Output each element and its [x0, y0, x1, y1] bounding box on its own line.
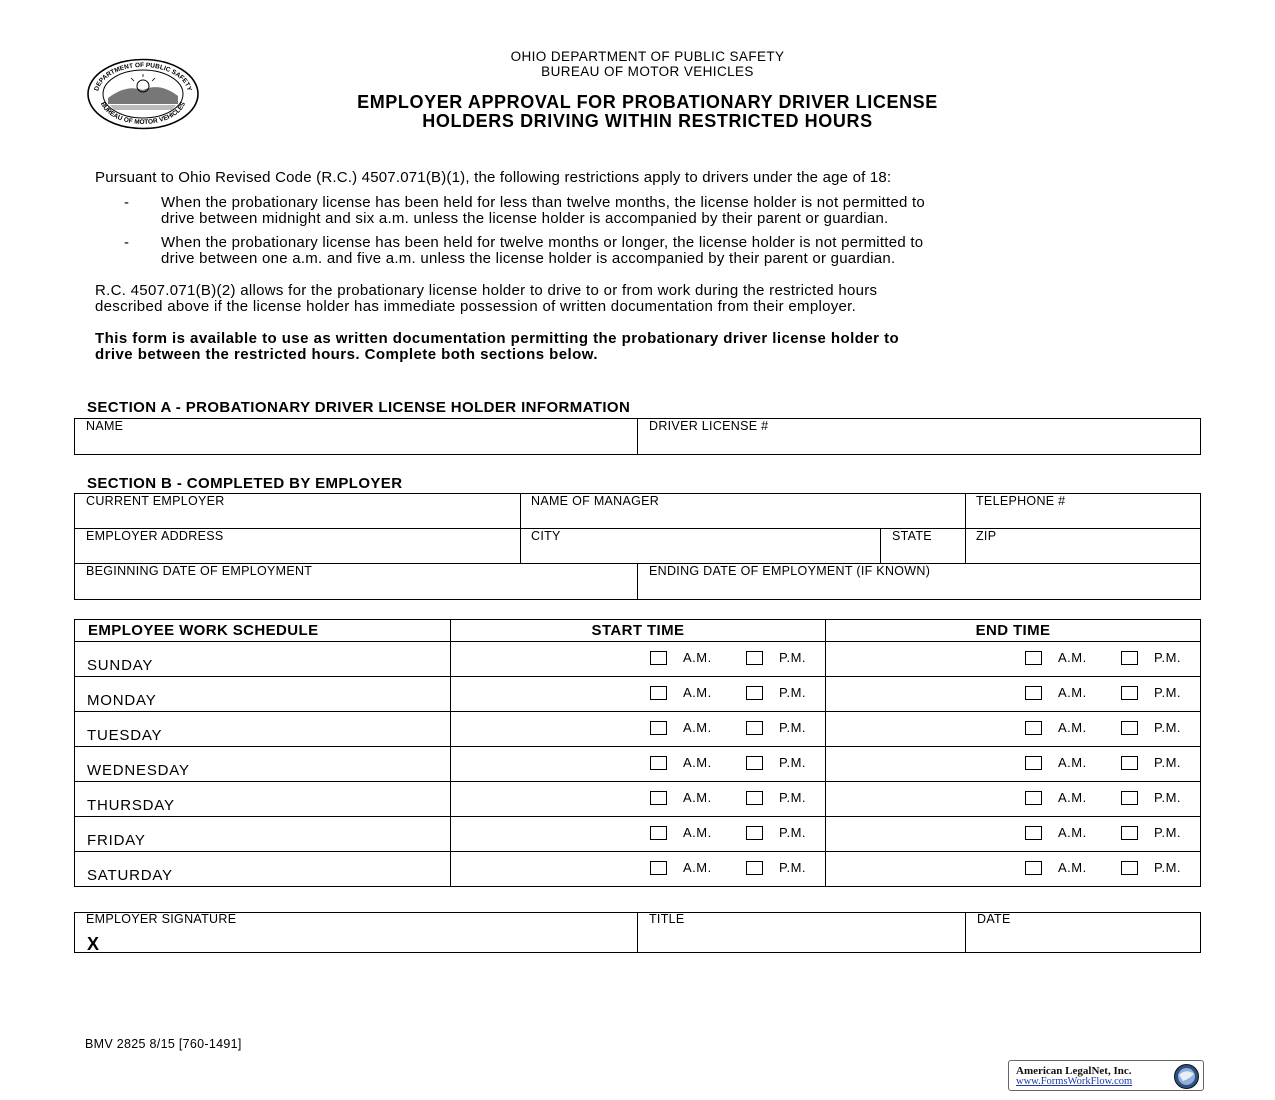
- employer-address-label: EMPLOYER ADDRESS: [86, 529, 224, 543]
- am-label: A.M.: [1058, 755, 1087, 770]
- department-name: OHIO DEPARTMENT OF PUBLIC SAFETY: [510, 49, 785, 64]
- am-label: A.M.: [1058, 790, 1087, 805]
- signature-x-mark: X: [87, 934, 100, 954]
- wednesday-start-pm-checkbox[interactable]: [746, 756, 763, 770]
- tuesday-start-am-checkbox[interactable]: [650, 721, 667, 735]
- driver-license-field[interactable]: [638, 419, 1200, 454]
- para3-line1: This form is available to use as written documentation permitting the probationary driver license holder to: [95, 330, 900, 347]
- department-header: [0, 49, 1275, 79]
- globe-icon: [1173, 1063, 1200, 1090]
- beginning-date-label: BEGINNING DATE OF EMPLOYMENT: [86, 564, 313, 578]
- sunday-start-pm-checkbox[interactable]: [746, 651, 763, 665]
- start-time-header: START TIME: [591, 622, 685, 639]
- am-label: A.M.: [1058, 720, 1087, 735]
- friday-end-pm-checkbox[interactable]: [1121, 826, 1138, 840]
- pm-label: P.M.: [1154, 825, 1182, 840]
- sunday-end-am-checkbox[interactable]: [1025, 651, 1042, 665]
- work-exception-paragraph: [95, 283, 1185, 315]
- wednesday-end-am-checkbox[interactable]: [1025, 756, 1042, 770]
- date-field[interactable]: [966, 913, 1200, 952]
- day-label-tuesday: TUESDAY: [87, 727, 163, 744]
- telephone-field[interactable]: [966, 494, 1200, 528]
- bureau-name: BUREAU OF MOTOR VEHICLES: [541, 64, 754, 79]
- day-label-thursday: THURSDAY: [87, 797, 175, 814]
- am-label: A.M.: [683, 860, 712, 875]
- monday-end-pm-checkbox[interactable]: [1121, 686, 1138, 700]
- monday-start-pm-checkbox[interactable]: [746, 686, 763, 700]
- pm-label: P.M.: [1154, 860, 1182, 875]
- day-label-saturday: SATURDAY: [87, 867, 173, 884]
- thursday-end-am-checkbox[interactable]: [1025, 791, 1042, 805]
- am-label: A.M.: [683, 790, 712, 805]
- am-label: A.M.: [683, 720, 712, 735]
- current-employer-label: CURRENT EMPLOYER: [86, 494, 225, 508]
- wednesday-end-pm-checkbox[interactable]: [1121, 756, 1138, 770]
- am-label: A.M.: [1058, 825, 1087, 840]
- pm-label: P.M.: [779, 755, 807, 770]
- am-label: A.M.: [1058, 650, 1087, 665]
- day-label-sunday: SUNDAY: [87, 657, 154, 674]
- name-field[interactable]: [75, 419, 636, 454]
- am-label: A.M.: [1058, 860, 1087, 875]
- driver-license-label: DRIVER LICENSE #: [649, 419, 769, 433]
- pm-label: P.M.: [779, 860, 807, 875]
- zip-field[interactable]: [966, 529, 1200, 563]
- para2-line1: R.C. 4507.071(B)(2) allows for the probationary license holder to drive to or from work during the restricted hours: [95, 282, 878, 299]
- sunday-end-pm-checkbox[interactable]: [1121, 651, 1138, 665]
- tuesday-end-am-checkbox[interactable]: [1025, 721, 1042, 735]
- tuesday-start-pm-checkbox[interactable]: [746, 721, 763, 735]
- date-label: DATE: [977, 912, 1011, 926]
- am-label: A.M.: [683, 650, 712, 665]
- saturday-start-am-checkbox[interactable]: [650, 861, 667, 875]
- am-label: A.M.: [683, 825, 712, 840]
- vendor-url-link[interactable]: www.FormsWorkFlow.com: [1016, 1076, 1133, 1087]
- zip-label: ZIP: [976, 529, 997, 543]
- pm-label: P.M.: [779, 650, 807, 665]
- pm-label: P.M.: [779, 790, 807, 805]
- form-number: BMV 2825 8/15 [760-1491]: [85, 1037, 242, 1051]
- intro-lead: Pursuant to Ohio Revised Code (R.C.) 4507.071(B)(1), the following restrictions apply to drivers under the age of 18:: [95, 169, 892, 186]
- am-label: A.M.: [1058, 685, 1087, 700]
- wednesday-start-am-checkbox[interactable]: [650, 756, 667, 770]
- friday-end-am-checkbox[interactable]: [1025, 826, 1042, 840]
- saturday-end-am-checkbox[interactable]: [1025, 861, 1042, 875]
- pm-label: P.M.: [779, 720, 807, 735]
- section-b-title: SECTION B - COMPLETED BY EMPLOYER: [87, 475, 403, 492]
- employer-address-field[interactable]: [75, 529, 519, 563]
- ending-date-label: ENDING DATE OF EMPLOYMENT (IF KNOWN): [649, 564, 931, 578]
- sunday-start-am-checkbox[interactable]: [650, 651, 667, 665]
- vendor-badge[interactable]: [1008, 1060, 1204, 1091]
- bullet-2-line1: When the probationary license has been held for twelve months or longer, the license holder is not permitted to: [161, 234, 924, 251]
- telephone-label: TELEPHONE #: [976, 494, 1066, 508]
- para3-line2: drive between the restricted hours. Complete both sections below.: [95, 346, 598, 363]
- pm-label: P.M.: [779, 685, 807, 700]
- pm-label: P.M.: [1154, 650, 1182, 665]
- manager-name-field[interactable]: [521, 494, 964, 528]
- employer-signature-field[interactable]: [75, 913, 636, 952]
- bullet-1-line2: drive between midnight and six a.m. unless the license holder is accompanied by their parent or guardian.: [161, 210, 889, 227]
- bullet-dash: -: [124, 234, 130, 251]
- form-title-line1: EMPLOYER APPROVAL FOR PROBATIONARY DRIVER LICENSE: [357, 92, 938, 112]
- day-label-wednesday: WEDNESDAY: [87, 762, 190, 779]
- pm-label: P.M.: [1154, 720, 1182, 735]
- monday-end-am-checkbox[interactable]: [1025, 686, 1042, 700]
- state-label: STATE: [892, 529, 932, 543]
- end-time-header: END TIME: [975, 622, 1051, 639]
- pm-label: P.M.: [779, 825, 807, 840]
- bullet-dash: -: [124, 194, 130, 211]
- title-field[interactable]: [638, 913, 964, 952]
- day-label-monday: MONDAY: [87, 692, 157, 709]
- title-label: TITLE: [649, 912, 685, 926]
- form-title: [0, 93, 1275, 131]
- manager-name-label: NAME OF MANAGER: [531, 494, 660, 508]
- thursday-start-pm-checkbox[interactable]: [746, 791, 763, 805]
- schedule-column-header: EMPLOYEE WORK SCHEDULE: [88, 622, 319, 639]
- seal-top-text: DEPARTMENT OF PUBLIC SAFETY: [93, 61, 193, 92]
- state-field[interactable]: [881, 529, 964, 563]
- section-a-title: SECTION A - PROBATIONARY DRIVER LICENSE HOLDER INFORMATION: [87, 399, 631, 416]
- city-label: CITY: [531, 529, 561, 543]
- tuesday-end-pm-checkbox[interactable]: [1121, 721, 1138, 735]
- name-label: NAME: [86, 419, 124, 433]
- thursday-start-am-checkbox[interactable]: [650, 791, 667, 805]
- employer-signature-label: EMPLOYER SIGNATURE: [86, 912, 237, 926]
- saturday-start-pm-checkbox[interactable]: [746, 861, 763, 875]
- friday-start-pm-checkbox[interactable]: [746, 826, 763, 840]
- pm-label: P.M.: [1154, 790, 1182, 805]
- current-employer-field[interactable]: [75, 494, 519, 528]
- seal-bottom-text: BUREAU OF MOTOR VEHICLES: [98, 101, 188, 127]
- pm-label: P.M.: [1154, 685, 1182, 700]
- pm-label: P.M.: [1154, 755, 1182, 770]
- vendor-name: American LegalNet, Inc.: [1016, 1065, 1132, 1077]
- day-label-friday: FRIDAY: [87, 832, 146, 849]
- am-label: A.M.: [683, 755, 712, 770]
- form-title-line2: HOLDERS DRIVING WITHIN RESTRICTED HOURS: [422, 111, 873, 131]
- instructions-paragraph: [95, 331, 1185, 363]
- monday-start-am-checkbox[interactable]: [650, 686, 667, 700]
- thursday-end-pm-checkbox[interactable]: [1121, 791, 1138, 805]
- friday-start-am-checkbox[interactable]: [650, 826, 667, 840]
- beginning-date-field[interactable]: [75, 564, 636, 599]
- ending-date-field[interactable]: [638, 564, 1200, 599]
- bullet-1-line1: When the probationary license has been held for less than twelve months, the license holder is not permitted to: [161, 194, 926, 211]
- am-label: A.M.: [683, 685, 712, 700]
- bullet-2-line2: drive between one a.m. and five a.m. unless the license holder is accompanied by their parent or guardian.: [161, 250, 896, 267]
- saturday-end-pm-checkbox[interactable]: [1121, 861, 1138, 875]
- para2-line2: described above if the license holder has immediate possession of written documentation from their employer.: [95, 298, 857, 315]
- city-field[interactable]: [521, 529, 879, 563]
